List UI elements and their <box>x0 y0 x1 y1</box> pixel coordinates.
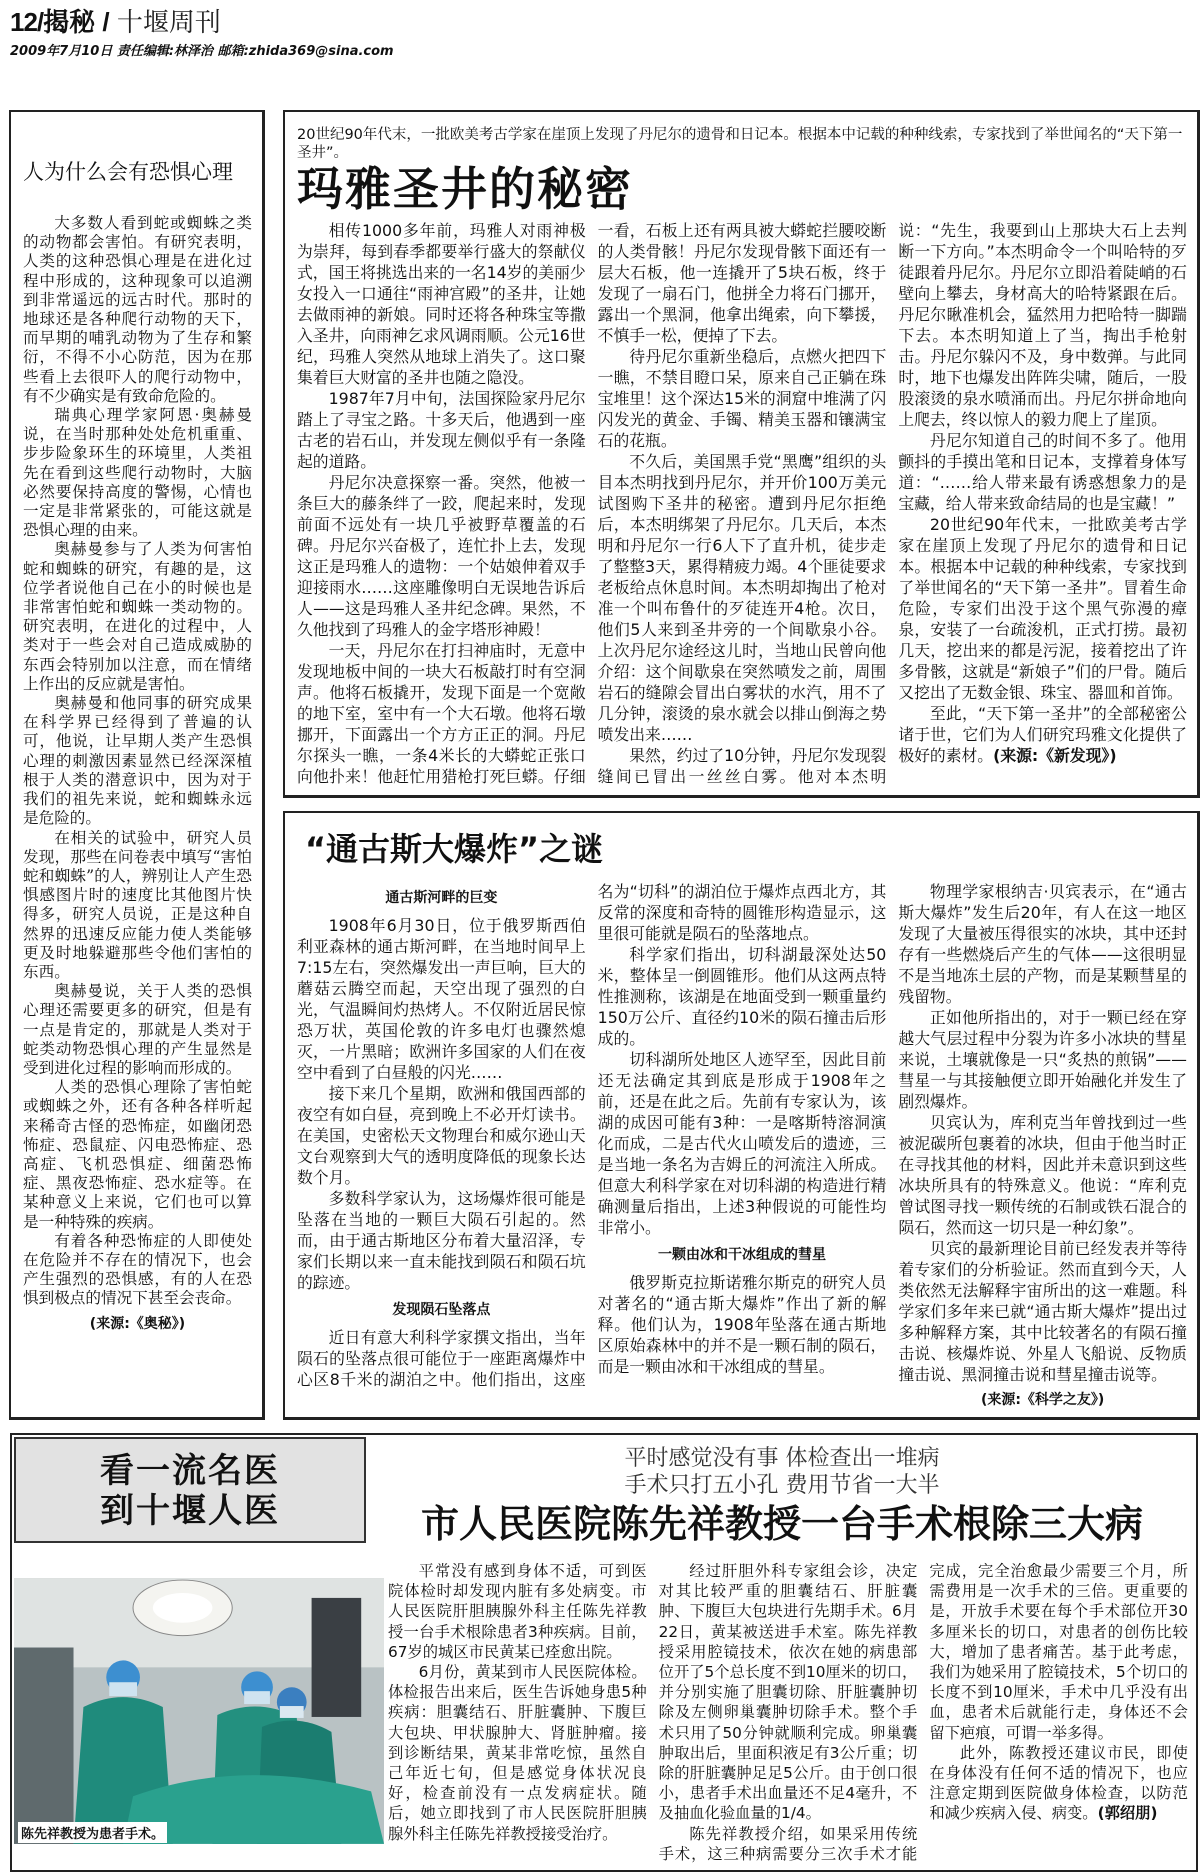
paragraph: 接下来几个星期，欧洲和俄国西部的夜空有如白昼，亮到晚上不必开灯读书。在美国，史密松天文物理台和威尔逊山天文台观察到大气的透明度降低的现象长达数个月。 <box>297 1084 586 1187</box>
paragraph: 奥赫曼说，关于人类的恐惧心理还需要更多的研究，但是有一点是肯定的，那就是人类对于蛇类动物恐惧心理的产生显然是受到进化过程的影响而形成的。 <box>23 982 252 1077</box>
byline: 2009年7月10日 责任编辑:林泽治 邮箱:zhida369@sina.com <box>10 44 394 59</box>
article-byline: (郭绍朋) <box>1097 1804 1158 1823</box>
paragraph: 1908年6月30日，位于俄罗斯西伯利亚森林的通古斯河畔，在当地时间早上7:15左右，突然爆发出一声巨响，巨大的蘑菇云腾空而起，天空出现了强烈的白光，气温瞬间灼热烤人。不仅附近居民惊恐万状，英国伦敦的许多电灯也骤然熄灭，一片黑暗；欧洲许多国家的人们在夜空中看到了白昼般的闪光…… <box>297 916 586 1082</box>
paragraph: 俄罗斯克拉斯诺雅尔斯克的研究人员对著名的“通古斯大爆炸”作出了新的解释。他们认为，1908年坠落在通古斯地区原始森林中的并不是一颗石制的陨石，而是一颗由冰和干冰组成的彗星。 <box>597 1273 887 1376</box>
article-source: (来源:《科学之友》) <box>980 1392 1105 1408</box>
article-maya-well <box>283 110 1200 798</box>
paragraph: 奥赫曼参与了人类为何害怕蛇和蜘蛛的研究，有趣的是，这位学者说他自己在小的时候也是非常害怕蛇和蜘蛛一类动物的。研究表明，在进化的过程中，人类对于一些会对自己造成威胁的东西会特别加以注意，而在情绪上作出的反应就是害怕。 <box>23 540 252 693</box>
paragraph: 在相关的试验中，研究人员发现，那些在问卷表中填写“害怕蛇和蜘蛛”的人，辨别让人产生恐惧感图片时的速度比其他图片快得多，研究人员说，正是这种自然界的迅速反应能力使人类能够更及时地躲避那些令他们害怕的东西。 <box>23 828 252 981</box>
paragraph: 平常没有感到身体不适，可到医院体检时却发现内脏有多处病变。市人民医院肝胆胰腺外科主任陈先祥教授一台手术根除患者3种疾病。目前，67岁的城区市民黄某已痊愈出院。 <box>388 1562 647 1661</box>
column-tag-line: 到十堰人医 <box>100 1491 280 1531</box>
paragraph: 陈先祥教授介绍，如果采用传统手术，这三种病需要分三次手术才能完成，完全治愈最少需要三个月，所需费用是一次手术的三倍。更重要的是，开放手术要在每个手术部位开30多厘米长的切口，对患者的创伤比较大，增加了患者痛苦。基于此考虑，我们为她采用了腔镜技术，5个切口的长度不到10厘米，手术中几乎没有出血，患者术后就能行走，身体还不会留下疤痕，可谓一举多得。 <box>658 1562 1188 1863</box>
separator: / <box>102 7 110 37</box>
article-lead: 20世纪90年代末，一批欧美考古学家在崖顶上发现了丹尼尔的遗骨和日记本。根据本中记载的种种线索，专家找到了举世闻名的“天下第一圣井”。 <box>297 127 1183 161</box>
article-source: (来源:《奥秘》) <box>89 1315 186 1332</box>
section-heading: 发现陨石坠落点 <box>392 1302 491 1318</box>
paragraph-text: 此外，陈教授还建议市民，即使在身体没有任何不适的情况下，也应注意定期到医院做身体检查，以防范和减少疾病入侵、病变。 <box>929 1743 1188 1823</box>
article-body <box>388 1561 1188 1864</box>
column-tag-line: 看一流名医 <box>100 1451 280 1491</box>
surgery-photo-image <box>14 1577 384 1845</box>
paragraph: 1987年7月中旬，法国探险家丹尼尔踏上了寻宝之路。十多天后，他遇到一座古老的岩石山，并发现左侧似乎有一条隆起的道路。 <box>297 389 586 471</box>
paragraph: 人类的恐惧心理除了害怕蛇或蜘蛛之外，还有各种各样听起来稀奇古怪的恐怖症，如幽闭恐怖症、恐鼠症、闪电恐怖症、恐高症、飞机恐惧症、细菌恐怖症、黑夜恐怖症、恐水症等。在某种意义上来说，它们也可以算是一种特殊的疾病。 <box>23 1078 252 1231</box>
article-title: 市人民医院陈先祥教授一台手术根除三大病 <box>420 1502 1143 1546</box>
article-title: 玛雅圣井的秘密 <box>297 162 633 216</box>
paragraph: 贝宾的最新理论目前已经发表并等待着专家们的分析验证。然而直到今天，人类依然无法解释宇宙所出的这一难题。科学家们多年来已就“通古斯大爆炸”提出过多种解释方案，其中比较著名的有陨石撞击说、核爆炸说、外星人飞船说、反物质撞击说、黑洞撞击说和彗星撞击说等。 <box>898 1239 1187 1384</box>
publication-name: 十堰周刊 <box>116 7 221 37</box>
section-heading: 通古斯河畔的巨变 <box>385 890 498 906</box>
article-body <box>297 881 1187 1409</box>
article-fear-psychology <box>9 110 265 1420</box>
paragraph: 物理学家根纳吉·贝宾表示，在“通古斯大爆炸”发生后20年，有人在这一地区发现了大量被压得很实的冰块，其中还封存有一些燃烧后产生的气体——这很明显不是当地冻土层的产物，而是某颗彗星的残留物。 <box>898 882 1187 1006</box>
paragraph: 大多数人看到蛇或蜘蛛之类的动物都会害怕。有研究表明，人类的这种恐惧心理是在进化过程中形成的，这种现象可以追溯到非常遥远的远古时代。那时的地球还是各种爬行动物的天下，而早期的哺乳动物为了生存和繁衍，不得不小心防范，因为在那些看上去很吓人的爬行动物中，有不少确实是有致命危险的。 <box>23 214 252 405</box>
section-name: 揭秘 <box>43 7 96 37</box>
paragraph: 近日有意大利科学家撰文指出，当年陨石的坠落点很可能位于一座距离爆炸中心区8千米的湖泊之中。他们指出，这座名为“切科”的湖泊位于爆炸点西北方，其反常的深度和奇特的圆锥形构造显示，这里很可能就是陨石的坠落地点。 <box>297 882 887 1389</box>
column-tag <box>14 1437 366 1543</box>
surgery-photo <box>14 1577 384 1845</box>
paragraph: 果然，约过了10分钟，丹尼尔发现裂缝间已冒出一丝丝白雾。他对本杰明说：“先生，我要到山上那块大石上去判断一下方向。”本杰明命令一个叫哈特的歹徒跟着丹尼尔。丹尼尔立即沿着陡峭的石壁向上攀去，身材高大的哈特紧跟在后。丹尼尔瞅准机会，猛然用力把哈特一脚踹下去。本杰明知道上了当，掏出手枪射击。丹尼尔躲闪不及，身中数弹。与此同时，地下也爆发出阵阵尖啸，随后，一股股滚烫的泉水喷涌而出。丹尼尔拼命地向上爬去，终以惊人的毅力爬上了崖顶。 <box>597 221 1187 786</box>
section-heading: 一颗由冰和干冰组成的彗星 <box>657 1247 826 1263</box>
headline-block <box>372 1445 1192 1547</box>
paragraph: 一天，丹尼尔在打扫神庙时，无意中发现地板中间的一块大石板敲打时有空洞声。他将石板撬开，发现下面是一个宽敞的地下室，室中有一个大石墩。他将石墩挪开，下面露出一个方方正正的洞。丹尼尔探头一瞧，一条4米长的大蟒蛇正张口向他扑来！他赶忙用猎枪打死巨蟒。仔细一看，石板上还有两具被大蟒蛇拦腰咬断的人类骨骸！丹尼尔发现骨骸下面还有一层大石板，他一连撬开了5块石板，终于发现了一扇石门，他拼全力将石门挪开，露出一个黑洞，他拿出绳索，向下攀援，不慎手一松，便掉了下去。 <box>297 221 887 786</box>
paragraph: 多数科学家认为，这场爆炸很可能是坠落在当地的一颗巨大陨石引起的。然而，由于通古斯地区分布着大量沼泽，专家们长期以来一直未能找到陨石和陨石坑的踪迹。 <box>297 1189 586 1292</box>
paragraph: 贝宾认为，库利克当年曾找到过一些被泥碳所包裹着的冰块，但由于他当时正在寻找其他的材料，因此并未意识到这些冰块所具有的特殊意义。他说：“库利克曾试图寻找一颗传统的石制或铁石混合的陨石，然而这一切只是一种幻象”。 <box>898 1113 1187 1237</box>
page-number: 12/ <box>10 7 44 37</box>
paragraph: 奥赫曼和他同事的研究成果在科学界已经得到了普遍的认可，他说，让早期人类产生恐惧心理的刺激因素显然已经深深植根于人类的潜意识中，因为对于我们的祖先来说，蛇和蜘蛛永远是危险的。 <box>23 694 252 828</box>
upper-row <box>9 110 1200 1420</box>
article-source: (来源:《新发现》) <box>993 746 1117 765</box>
paragraph <box>929 1743 1188 1824</box>
article-tunguska <box>283 811 1200 1420</box>
paragraph: 待丹尼尔重新坐稳后，点燃火把四下一瞧，不禁目瞪口呆，原来自己正躺在珠宝堆里！这个深达15米的洞窟中堆满了闪闪发光的黄金、手镯、精美玉器和镶满宝石的花瓶。 <box>597 347 887 450</box>
paragraph: 经过肝胆外科专家组会诊，决定对其比较严重的胆囊结石、肝脏囊肿、下腹巨大包块进行先期手术。6月22日，黄某被送进手术室。陈先祥教授采用腔镜技术，依次在她的病患部位开了5个总长度不到10厘米的切口，并分别实施了胆囊切除、肝脏囊肿切除及左侧卵巢囊肿切除手术。整个手术只用了50分钟就顺利完成。卵巢囊肿取出后，里面积液足有3公斤重；切除的肝脏囊肿足足5公斤。由于创口很小，患者手术出血量还不足4毫升，不及抽血化验血量的1/4。 <box>658 1562 918 1823</box>
article-body <box>23 214 252 1333</box>
article-body <box>297 220 1187 787</box>
photo-caption: 陈先祥教授为患者手术。 <box>18 1822 167 1843</box>
paragraph: 正如他所指出的，对于一颗已经在穿越大气层过程中分裂为许多小冰块的彗星来说，土壤就像是一只“炙热的煎锅”——彗星一与其接触便立即开始融化并发生了剧烈爆炸。 <box>898 1008 1187 1111</box>
paragraph: 切科湖所处地区人迹罕至，因此目前还无法确定其到底是形成于1908年之前，还是在此之后。先前有专家认为，该湖的成因可能有3种：一是喀斯特溶洞演化而成，二是古代火山喷发后的遗迹，三是当地一条名为吉姆丘的河流注入所成。但意大利科学家在对切科湖的构造进行精确测量后指出，上述3种假说的可能性均非常小。 <box>597 1050 887 1237</box>
paragraph: 有着各种恐怖症的人即使处在危险并不存在的情况下，也会产生强烈的恐惧感，有的人在恐惧到极点的情况下甚至会丧命。 <box>23 1231 252 1308</box>
paragraph: 丹尼尔知道自己的时间不多了。他用颤抖的手摸出笔和日记本，支撑着身体写道：“……给人带来最有诱惑想象力的是宝藏，给人带来致命结局的也是宝藏！” <box>898 431 1187 513</box>
article-title: “通古斯大爆炸”之谜 <box>305 830 604 868</box>
right-column <box>283 110 1200 1420</box>
paragraph: 不久后，美国黑手党“黑鹰”组织的头目本杰明找到丹尼尔，并开价100万美元试图购下圣井的秘密。遭到丹尼尔拒绝后，本杰明绑架了丹尼尔。几天后，本杰明和丹尼尔一行6人下了直升机，徒步走了整整3天，累得精疲力竭。4个匪徒要求老板给点休息时间。本杰明却掏出了枪对准一个叫布鲁什的歹徒连开4枪。次日，他们5人来到圣井旁的一个间歇泉小谷。上次丹尼尔途经这儿时，当地山民曾向他介绍：这个间歇泉在突然喷发之前，周围岩石的缝隙会冒出白雾状的水汽，用不了几分钟，滚烫的泉水就会以排山倒海之势喷发出来…… <box>597 452 887 744</box>
subheadline: 平时感觉没有事 体检查出一堆病 <box>624 1446 940 1471</box>
paragraph: 瑞典心理学家阿恩·奥赫曼说，在当时那种处处危机重重、步步险象环生的环境里，人类祖先在看到这些爬行动物时，大脑必然要保持高度的警惕，心情也一定是非常紧张的，可能这就是恐惧心理的由来。 <box>23 406 252 540</box>
paragraph: 丹尼尔决意探察一番。突然，他被一条巨大的藤条绊了一跤，爬起来时，发现前面不远处有一块几乎被野草覆盖的石碑。丹尼尔兴奋极了，连忙扑上去，发现这正是玛雅人的遗物：一个姑娘伸着双手迎接雨水……这座雕像明白无误地告诉后人——这是玛雅人圣井纪念碑。果然，不久他找到了玛雅人的金字塔形神殿！ <box>297 473 586 639</box>
paragraph: 20世纪90年代末，一批欧美考古学家在崖顶上发现了丹尼尔的遗骨和日记本。根据本中记载的种种线索，专家找到了举世闻名的“天下第一圣井”。冒着生命危险，专家们出没于这个黑气弥漫的瘴泉，安装了一台疏浚机，正式打捞。最初几天，挖出来的都是污泥，接着挖出了许多骨骸，这就是“新娘子”们的尸骨。随后又挖出了无数金银、珠宝、器皿和首饰。 <box>898 515 1187 702</box>
article-title: 人为什么会有恐惧心理 <box>23 160 233 184</box>
page-header <box>10 6 394 59</box>
paragraph: 科学家们指出，切科湖最深处达50米，整体呈一倒圆锥形。他们从这两点特性推测称，该湖是在地面受到一颗重量约150万公斤、直径约10米的陨石撞击后形成的。 <box>597 945 887 1048</box>
paragraph: 6月份，黄某到市人民医院体检。体检报告出来后，医生告诉她身患5种疾病：胆囊结石、肝脏囊肿、下腹巨大包块、甲状腺肿大、肾脏肿瘤。接到诊断结果，黄某非常吃惊，虽然自己年近七旬，但是感觉身体状况良好，检查前没有一点发病症状。随后，她立即找到了市人民医院肝胆胰腺外科主任陈先祥教授接受治疗。 <box>388 1663 647 1843</box>
paragraph <box>898 703 1187 766</box>
paragraph: 相传1000多年前，玛雅人对雨神极为崇拜，每到春季都要举行盛大的祭献仪式，国王将挑选出来的一名14岁的美丽少女投入一口通往“雨神宫殿”的圣井，让她去做雨神的新娘。同时还将各种珠宝等撒入圣井，向雨神乞求风调雨顺。公元16世纪，玛雅人突然从地球上消失了。这口聚集着巨大财富的圣井也随之隐没。 <box>297 221 586 387</box>
paragraph-text: 至此，“天下第一圣井”的全部秘密公诸于世，它们为人们研究玛雅文化提供了极好的素材。 <box>898 704 1187 765</box>
subheadline: 手术只打五小孔 费用节省一大半 <box>624 1473 940 1498</box>
article-hospital <box>10 1433 1198 1872</box>
